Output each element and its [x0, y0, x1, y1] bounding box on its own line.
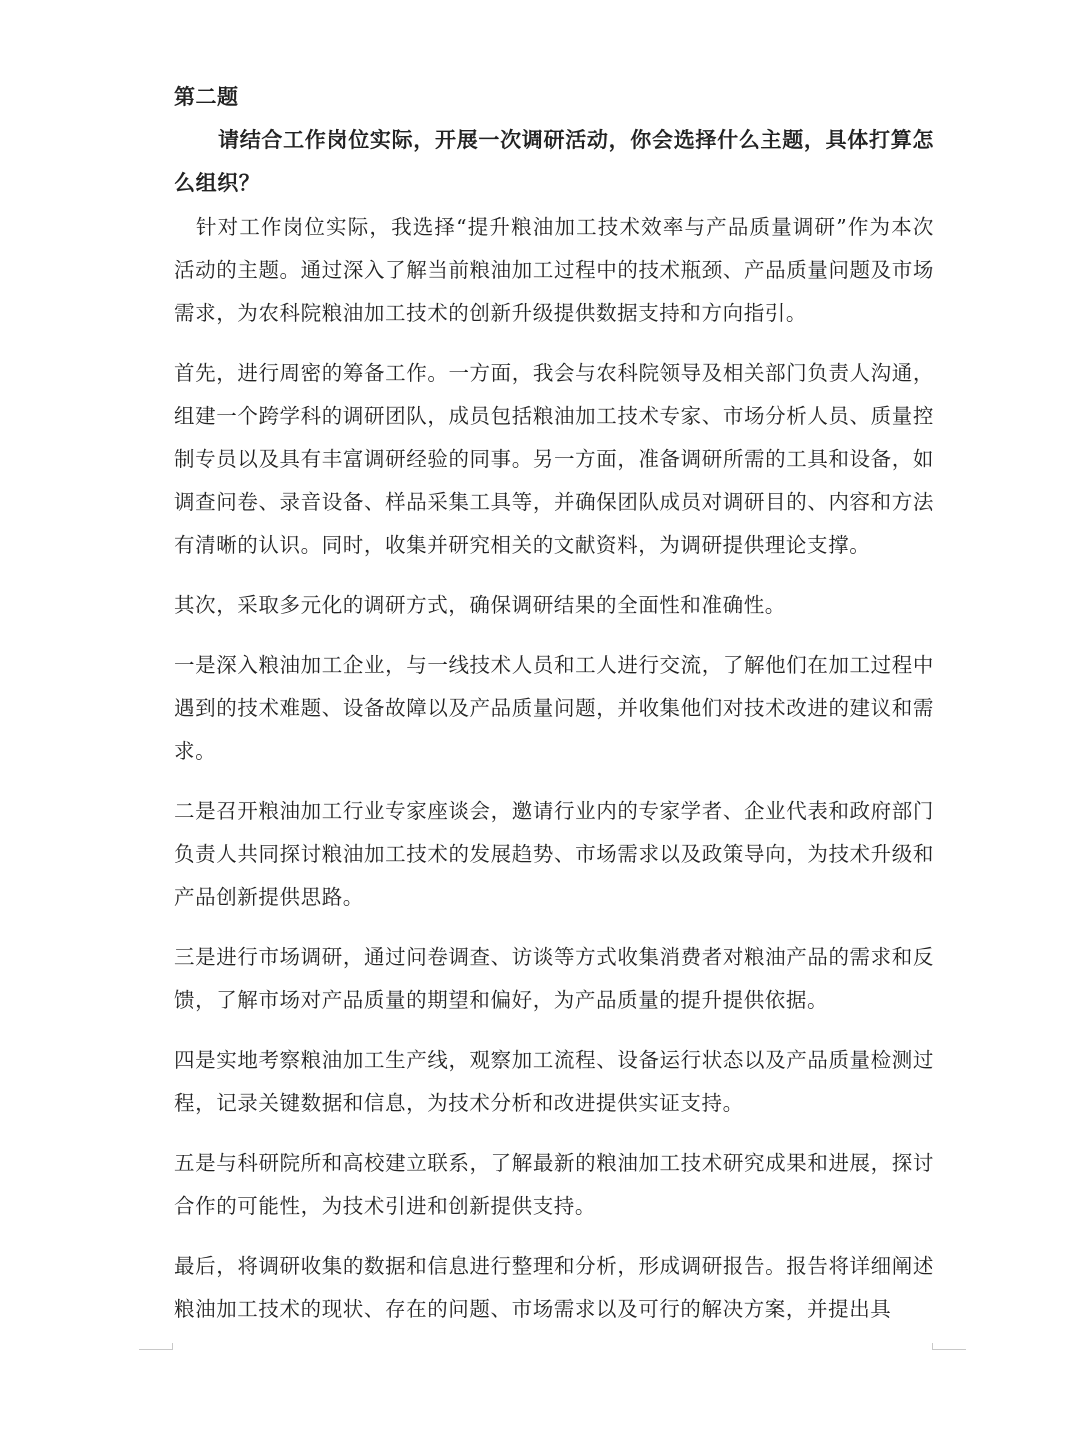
page-corner-mark-left	[139, 1349, 173, 1350]
document-body	[174, 76, 934, 1331]
paragraph-method-3: 三是进行市场调研，通过问卷调查、访谈等方式收集消费者对粮油产品的需求和反馈，了解市场对产品质量的期望和偏好，为产品质量的提升提供依据。	[174, 945, 934, 1012]
paragraph-method-5: 五是与科研院所和高校建立联系，了解最新的粮油加工技术研究成果和进展，探讨合作的可能性，为技术引进和创新提供支持。	[174, 1151, 934, 1218]
paragraph-methods-intro: 其次，采取多元化的调研方式，确保调研结果的全面性和准确性。	[174, 593, 786, 617]
paragraph-preparation: 首先，进行周密的筹备工作。一方面，我会与农科院领导及相关部门负责人沟通，组建一个跨学科的调研团队，成员包括粮油加工技术专家、市场分析人员、质量控制专员以及具有丰富调研经验的同事。另一方面，准备调研所需的工具和设备，如调查问卷、录音设备、样品采集工具等，并确保团队成员对调研目的、内容和方法有清晰的认识。同时，收集并研究相关的文献资料，为调研提供理论支撑。	[174, 361, 934, 557]
page-corner-mark-right	[932, 1349, 966, 1350]
paragraph-topic: 针对工作岗位实际，我选择“提升粮油加工技术效率与产品质量调研”作为本次活动的主题。通过深入了解当前粮油加工过程中的技术瓶颈、产品质量问题及市场需求，为农科院粮油加工技术的创新升级提供数据支持和方向指引。	[174, 215, 934, 325]
question-label: 第二题	[174, 84, 239, 109]
paragraph-conclusion: 最后，将调研收集的数据和信息进行整理和分析，形成调研报告。报告将详细阐述粮油加工技术的现状、存在的问题、市场需求以及可行的解决方案，并提出具	[174, 1254, 934, 1321]
paragraph-method-1: 一是深入粮油加工企业，与一线技术人员和工人进行交流，了解他们在加工过程中遇到的技术难题、设备故障以及产品质量问题，并收集他们对技术改进的建议和需求。	[174, 653, 934, 763]
paragraph-method-4: 四是实地考察粮油加工生产线，观察加工流程、设备运行状态以及产品质量检测过程，记录关键数据和信息，为技术分析和改进提供实证支持。	[174, 1048, 934, 1115]
question-text: 请结合工作岗位实际，开展一次调研活动，你会选择什么主题，具体打算怎么组织？	[174, 127, 934, 195]
paragraph-method-2: 二是召开粮油加工行业专家座谈会，邀请行业内的专家学者、企业代表和政府部门负责人共同探讨粮油加工技术的发展趋势、市场需求以及政策导向，为技术升级和产品创新提供思路。	[174, 799, 934, 909]
